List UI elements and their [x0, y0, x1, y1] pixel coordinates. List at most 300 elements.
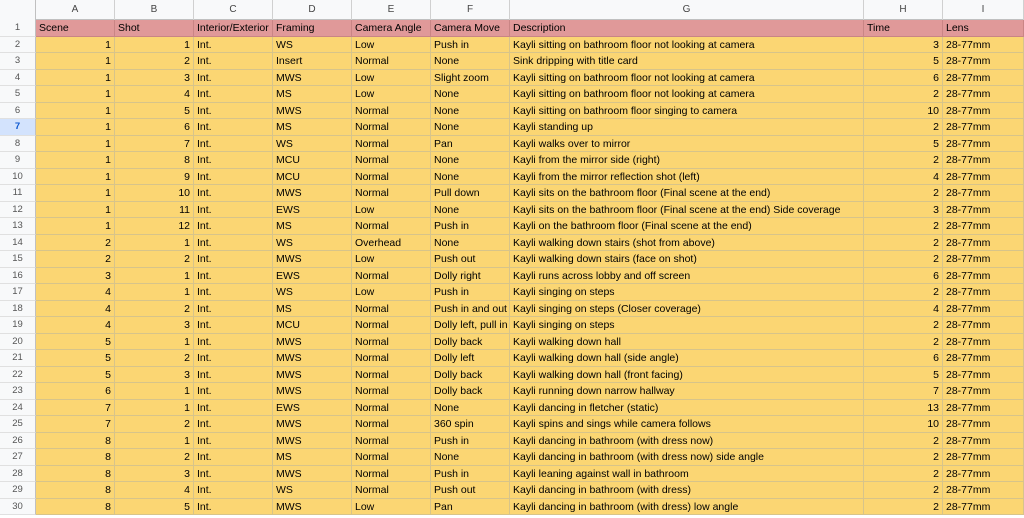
- row-number[interactable]: 29: [0, 482, 36, 499]
- cell-scene[interactable]: 8: [36, 466, 115, 483]
- row-number[interactable]: 2: [0, 37, 36, 54]
- cell-shot[interactable]: 2: [115, 416, 194, 433]
- cell-framing[interactable]: MCU: [273, 152, 352, 169]
- cell-description[interactable]: Kayli sitting on bathroom floor not looking at camera: [510, 86, 864, 103]
- cell-time[interactable]: 7: [864, 383, 943, 400]
- cell-camera-move[interactable]: Push out: [431, 482, 510, 499]
- cell-description[interactable]: Kayli sits on the bathroom floor (Final scene at the end) Side coverage: [510, 202, 864, 219]
- cell-int-ext[interactable]: Int.: [194, 482, 273, 499]
- cell-lens[interactable]: 28-77mm: [943, 301, 1024, 318]
- cell-shot[interactable]: 9: [115, 169, 194, 186]
- cell-time[interactable]: 4: [864, 169, 943, 186]
- header-cell-scene[interactable]: Scene: [36, 20, 115, 37]
- row-number[interactable]: 7: [0, 119, 36, 136]
- cell-scene[interactable]: 5: [36, 334, 115, 351]
- cell-framing[interactable]: MWS: [273, 499, 352, 516]
- cell-time[interactable]: 2: [864, 284, 943, 301]
- cell-camera-move[interactable]: Slight zoom: [431, 70, 510, 87]
- cell-shot[interactable]: 1: [115, 433, 194, 450]
- cell-description[interactable]: Kayli walks over to mirror: [510, 136, 864, 153]
- cell-lens[interactable]: 28-77mm: [943, 251, 1024, 268]
- cell-description[interactable]: Kayli singing on steps: [510, 284, 864, 301]
- row-number[interactable]: 12: [0, 202, 36, 219]
- cell-int-ext[interactable]: Int.: [194, 37, 273, 54]
- cell-time[interactable]: 6: [864, 268, 943, 285]
- cell-scene[interactable]: 5: [36, 367, 115, 384]
- cell-shot[interactable]: 3: [115, 70, 194, 87]
- cell-framing[interactable]: MS: [273, 301, 352, 318]
- column-header-d[interactable]: D: [273, 0, 352, 20]
- cell-camera-move[interactable]: 360 spin: [431, 416, 510, 433]
- cell-lens[interactable]: 28-77mm: [943, 202, 1024, 219]
- row-number[interactable]: 1: [0, 20, 36, 37]
- cell-shot[interactable]: 4: [115, 482, 194, 499]
- cell-framing[interactable]: MCU: [273, 317, 352, 334]
- cell-camera-angle[interactable]: Normal: [352, 169, 431, 186]
- row-number[interactable]: 22: [0, 367, 36, 384]
- cell-camera-move[interactable]: None: [431, 449, 510, 466]
- cell-shot[interactable]: 1: [115, 400, 194, 417]
- cell-description[interactable]: Kayli singing on steps: [510, 317, 864, 334]
- cell-shot[interactable]: 3: [115, 367, 194, 384]
- cell-lens[interactable]: 28-77mm: [943, 86, 1024, 103]
- cell-camera-angle[interactable]: Normal: [352, 416, 431, 433]
- cell-scene[interactable]: 8: [36, 433, 115, 450]
- cell-time[interactable]: 2: [864, 251, 943, 268]
- cell-camera-angle[interactable]: Normal: [352, 466, 431, 483]
- cell-description[interactable]: Kayli walking down stairs (shot from above): [510, 235, 864, 252]
- cell-camera-angle[interactable]: Normal: [352, 218, 431, 235]
- header-cell-camera-angle[interactable]: Camera Angle: [352, 20, 431, 37]
- row-number[interactable]: 27: [0, 449, 36, 466]
- row-number[interactable]: 5: [0, 86, 36, 103]
- cell-int-ext[interactable]: Int.: [194, 317, 273, 334]
- row-number[interactable]: 13: [0, 218, 36, 235]
- cell-time[interactable]: 2: [864, 334, 943, 351]
- cell-camera-angle[interactable]: Normal: [352, 433, 431, 450]
- cell-scene[interactable]: 1: [36, 70, 115, 87]
- cell-camera-move[interactable]: Push in and out: [431, 301, 510, 318]
- cell-shot[interactable]: 1: [115, 268, 194, 285]
- cell-framing[interactable]: MS: [273, 86, 352, 103]
- cell-lens[interactable]: 28-77mm: [943, 499, 1024, 516]
- cell-camera-angle[interactable]: Low: [352, 70, 431, 87]
- cell-camera-angle[interactable]: Normal: [352, 400, 431, 417]
- cell-description[interactable]: Kayli singing on steps (Closer coverage): [510, 301, 864, 318]
- cell-camera-angle[interactable]: Normal: [352, 317, 431, 334]
- cell-time[interactable]: 2: [864, 317, 943, 334]
- cell-framing[interactable]: WS: [273, 136, 352, 153]
- cell-description[interactable]: Kayli dancing in bathroom (with dress) low angle: [510, 499, 864, 516]
- cell-lens[interactable]: 28-77mm: [943, 70, 1024, 87]
- cell-camera-move[interactable]: None: [431, 119, 510, 136]
- cell-scene[interactable]: 7: [36, 400, 115, 417]
- cell-camera-move[interactable]: Dolly back: [431, 334, 510, 351]
- cell-lens[interactable]: 28-77mm: [943, 119, 1024, 136]
- cell-framing[interactable]: MCU: [273, 169, 352, 186]
- cell-int-ext[interactable]: Int.: [194, 416, 273, 433]
- cell-description[interactable]: Kayli standing up: [510, 119, 864, 136]
- cell-time[interactable]: 2: [864, 235, 943, 252]
- cell-camera-angle[interactable]: Normal: [352, 482, 431, 499]
- cell-lens[interactable]: 28-77mm: [943, 433, 1024, 450]
- cell-lens[interactable]: 28-77mm: [943, 383, 1024, 400]
- cell-description[interactable]: Kayli sitting on bathroom floor not looking at camera: [510, 37, 864, 54]
- cell-description[interactable]: Kayli sitting on bathroom floor singing to camera: [510, 103, 864, 120]
- cell-framing[interactable]: WS: [273, 37, 352, 54]
- cell-time[interactable]: 6: [864, 350, 943, 367]
- cell-camera-angle[interactable]: Normal: [352, 103, 431, 120]
- cell-shot[interactable]: 5: [115, 103, 194, 120]
- row-number[interactable]: 25: [0, 416, 36, 433]
- column-header-i[interactable]: I: [943, 0, 1024, 20]
- cell-camera-move[interactable]: Push in: [431, 37, 510, 54]
- cell-camera-move[interactable]: Push in: [431, 433, 510, 450]
- cell-scene[interactable]: 4: [36, 284, 115, 301]
- cell-camera-angle[interactable]: Low: [352, 251, 431, 268]
- cell-int-ext[interactable]: Int.: [194, 70, 273, 87]
- cell-lens[interactable]: 28-77mm: [943, 284, 1024, 301]
- cell-framing[interactable]: MWS: [273, 185, 352, 202]
- column-header-c[interactable]: C: [194, 0, 273, 20]
- cell-time[interactable]: 2: [864, 499, 943, 516]
- cell-int-ext[interactable]: Int.: [194, 367, 273, 384]
- cell-shot[interactable]: 2: [115, 350, 194, 367]
- row-number[interactable]: 4: [0, 70, 36, 87]
- cell-camera-angle[interactable]: Normal: [352, 334, 431, 351]
- cell-description[interactable]: Kayli leaning against wall in bathroom: [510, 466, 864, 483]
- cell-scene[interactable]: 6: [36, 383, 115, 400]
- row-number[interactable]: 17: [0, 284, 36, 301]
- cell-camera-move[interactable]: Dolly right: [431, 268, 510, 285]
- cell-scene[interactable]: 1: [36, 103, 115, 120]
- cell-time[interactable]: 2: [864, 449, 943, 466]
- cell-int-ext[interactable]: Int.: [194, 202, 273, 219]
- cell-camera-move[interactable]: Push in: [431, 218, 510, 235]
- cell-scene[interactable]: 1: [36, 152, 115, 169]
- cell-camera-angle[interactable]: Low: [352, 284, 431, 301]
- column-header-a[interactable]: A: [36, 0, 115, 20]
- cell-camera-move[interactable]: Push in: [431, 284, 510, 301]
- cell-int-ext[interactable]: Int.: [194, 383, 273, 400]
- cell-description[interactable]: Kayli walking down hall (side angle): [510, 350, 864, 367]
- cell-time[interactable]: 4: [864, 301, 943, 318]
- column-header-f[interactable]: F: [431, 0, 510, 20]
- cell-framing[interactable]: EWS: [273, 400, 352, 417]
- cell-shot[interactable]: 2: [115, 449, 194, 466]
- cell-time[interactable]: 2: [864, 119, 943, 136]
- cell-camera-move[interactable]: Dolly back: [431, 383, 510, 400]
- cell-lens[interactable]: 28-77mm: [943, 367, 1024, 384]
- cell-framing[interactable]: MS: [273, 218, 352, 235]
- row-number[interactable]: 21: [0, 350, 36, 367]
- cell-framing[interactable]: EWS: [273, 202, 352, 219]
- cell-description[interactable]: Kayli walking down hall: [510, 334, 864, 351]
- cell-shot[interactable]: 12: [115, 218, 194, 235]
- cell-framing[interactable]: Insert: [273, 53, 352, 70]
- cell-time[interactable]: 5: [864, 136, 943, 153]
- cell-scene[interactable]: 8: [36, 449, 115, 466]
- row-number[interactable]: 16: [0, 268, 36, 285]
- cell-camera-move[interactable]: None: [431, 400, 510, 417]
- cell-shot[interactable]: 5: [115, 499, 194, 516]
- cell-description[interactable]: Kayli running down narrow hallway: [510, 383, 864, 400]
- cell-camera-move[interactable]: Pan: [431, 499, 510, 516]
- cell-framing[interactable]: MWS: [273, 251, 352, 268]
- row-number[interactable]: 30: [0, 499, 36, 516]
- cell-int-ext[interactable]: Int.: [194, 86, 273, 103]
- row-number[interactable]: 15: [0, 251, 36, 268]
- row-number[interactable]: 6: [0, 103, 36, 120]
- cell-scene[interactable]: 3: [36, 268, 115, 285]
- cell-shot[interactable]: 2: [115, 53, 194, 70]
- cell-lens[interactable]: 28-77mm: [943, 482, 1024, 499]
- cell-time[interactable]: 2: [864, 218, 943, 235]
- cell-description[interactable]: Kayli sits on the bathroom floor (Final scene at the end): [510, 185, 864, 202]
- cell-description[interactable]: Kayli on the bathroom floor (Final scene at the end): [510, 218, 864, 235]
- select-all-corner[interactable]: [0, 0, 36, 20]
- cell-time[interactable]: 10: [864, 416, 943, 433]
- cell-framing[interactable]: EWS: [273, 268, 352, 285]
- row-number[interactable]: 26: [0, 433, 36, 450]
- cell-camera-angle[interactable]: Normal: [352, 383, 431, 400]
- cell-camera-move[interactable]: None: [431, 152, 510, 169]
- cell-time[interactable]: 6: [864, 70, 943, 87]
- cell-time[interactable]: 5: [864, 367, 943, 384]
- row-number[interactable]: 23: [0, 383, 36, 400]
- cell-lens[interactable]: 28-77mm: [943, 400, 1024, 417]
- cell-scene[interactable]: 2: [36, 235, 115, 252]
- cell-shot[interactable]: 3: [115, 317, 194, 334]
- cell-lens[interactable]: 28-77mm: [943, 466, 1024, 483]
- row-number[interactable]: 28: [0, 466, 36, 483]
- cell-int-ext[interactable]: Int.: [194, 284, 273, 301]
- cell-description[interactable]: Kayli walking down hall (front facing): [510, 367, 864, 384]
- cell-camera-angle[interactable]: Overhead: [352, 235, 431, 252]
- cell-framing[interactable]: WS: [273, 284, 352, 301]
- cell-camera-move[interactable]: None: [431, 103, 510, 120]
- cell-int-ext[interactable]: Int.: [194, 218, 273, 235]
- cell-description[interactable]: Kayli dancing in fletcher (static): [510, 400, 864, 417]
- cell-int-ext[interactable]: Int.: [194, 119, 273, 136]
- cell-framing[interactable]: MWS: [273, 383, 352, 400]
- cell-camera-angle[interactable]: Low: [352, 86, 431, 103]
- cell-description[interactable]: Kayli dancing in bathroom (with dress now): [510, 433, 864, 450]
- cell-framing[interactable]: MS: [273, 449, 352, 466]
- row-number[interactable]: 11: [0, 185, 36, 202]
- cell-framing[interactable]: MWS: [273, 334, 352, 351]
- cell-framing[interactable]: MWS: [273, 433, 352, 450]
- cell-lens[interactable]: 28-77mm: [943, 136, 1024, 153]
- cell-scene[interactable]: 8: [36, 499, 115, 516]
- cell-time[interactable]: 2: [864, 433, 943, 450]
- row-number[interactable]: 18: [0, 301, 36, 318]
- cell-scene[interactable]: 4: [36, 317, 115, 334]
- cell-shot[interactable]: 3: [115, 466, 194, 483]
- cell-lens[interactable]: 28-77mm: [943, 416, 1024, 433]
- cell-camera-angle[interactable]: Low: [352, 202, 431, 219]
- cell-camera-move[interactable]: Pan: [431, 136, 510, 153]
- column-header-h[interactable]: H: [864, 0, 943, 20]
- cell-lens[interactable]: 28-77mm: [943, 169, 1024, 186]
- cell-shot[interactable]: 2: [115, 251, 194, 268]
- cell-time[interactable]: 2: [864, 152, 943, 169]
- cell-int-ext[interactable]: Int.: [194, 103, 273, 120]
- cell-int-ext[interactable]: Int.: [194, 235, 273, 252]
- row-number[interactable]: 14: [0, 235, 36, 252]
- row-number[interactable]: 9: [0, 152, 36, 169]
- cell-int-ext[interactable]: Int.: [194, 53, 273, 70]
- cell-description[interactable]: Kayli sitting on bathroom floor not looking at camera: [510, 70, 864, 87]
- cell-shot[interactable]: 8: [115, 152, 194, 169]
- cell-description[interactable]: Kayli dancing in bathroom (with dress now) side angle: [510, 449, 864, 466]
- cell-framing[interactable]: MWS: [273, 70, 352, 87]
- cell-framing[interactable]: MWS: [273, 367, 352, 384]
- cell-int-ext[interactable]: Int.: [194, 334, 273, 351]
- cell-description[interactable]: Kayli walking down stairs (face on shot): [510, 251, 864, 268]
- cell-int-ext[interactable]: Int.: [194, 499, 273, 516]
- cell-camera-move[interactable]: Dolly back: [431, 367, 510, 384]
- cell-description[interactable]: Sink dripping with title card: [510, 53, 864, 70]
- cell-time[interactable]: 3: [864, 37, 943, 54]
- cell-int-ext[interactable]: Int.: [194, 251, 273, 268]
- cell-shot[interactable]: 1: [115, 235, 194, 252]
- cell-framing[interactable]: WS: [273, 482, 352, 499]
- cell-camera-angle[interactable]: Normal: [352, 119, 431, 136]
- cell-camera-move[interactable]: None: [431, 235, 510, 252]
- cell-int-ext[interactable]: Int.: [194, 466, 273, 483]
- cell-lens[interactable]: 28-77mm: [943, 103, 1024, 120]
- cell-scene[interactable]: 1: [36, 86, 115, 103]
- cell-time[interactable]: 10: [864, 103, 943, 120]
- cell-camera-move[interactable]: Push in: [431, 466, 510, 483]
- cell-scene[interactable]: 1: [36, 169, 115, 186]
- cell-framing[interactable]: MS: [273, 119, 352, 136]
- cell-camera-move[interactable]: None: [431, 86, 510, 103]
- cell-shot[interactable]: 11: [115, 202, 194, 219]
- cell-int-ext[interactable]: Int.: [194, 400, 273, 417]
- cell-scene[interactable]: 2: [36, 251, 115, 268]
- cell-shot[interactable]: 1: [115, 334, 194, 351]
- cell-scene[interactable]: 1: [36, 53, 115, 70]
- cell-description[interactable]: Kayli from the mirror side (right): [510, 152, 864, 169]
- cell-scene[interactable]: 4: [36, 301, 115, 318]
- row-number[interactable]: 19: [0, 317, 36, 334]
- cell-lens[interactable]: 28-77mm: [943, 317, 1024, 334]
- cell-int-ext[interactable]: Int.: [194, 350, 273, 367]
- row-number[interactable]: 24: [0, 400, 36, 417]
- cell-shot[interactable]: 10: [115, 185, 194, 202]
- cell-lens[interactable]: 28-77mm: [943, 334, 1024, 351]
- cell-lens[interactable]: 28-77mm: [943, 152, 1024, 169]
- cell-int-ext[interactable]: Int.: [194, 136, 273, 153]
- row-number[interactable]: 8: [0, 136, 36, 153]
- cell-lens[interactable]: 28-77mm: [943, 53, 1024, 70]
- cell-shot[interactable]: 1: [115, 284, 194, 301]
- cell-description[interactable]: Kayli from the mirror reflection shot (left): [510, 169, 864, 186]
- cell-lens[interactable]: 28-77mm: [943, 235, 1024, 252]
- cell-scene[interactable]: 1: [36, 119, 115, 136]
- cell-int-ext[interactable]: Int.: [194, 433, 273, 450]
- cell-scene[interactable]: 5: [36, 350, 115, 367]
- cell-lens[interactable]: 28-77mm: [943, 350, 1024, 367]
- cell-camera-move[interactable]: None: [431, 53, 510, 70]
- cell-int-ext[interactable]: Int.: [194, 449, 273, 466]
- cell-shot[interactable]: 6: [115, 119, 194, 136]
- cell-camera-angle[interactable]: Normal: [352, 367, 431, 384]
- column-header-b[interactable]: B: [115, 0, 194, 20]
- row-number[interactable]: 3: [0, 53, 36, 70]
- column-header-e[interactable]: E: [352, 0, 431, 20]
- cell-lens[interactable]: 28-77mm: [943, 268, 1024, 285]
- cell-description[interactable]: Kayli dancing in bathroom (with dress): [510, 482, 864, 499]
- cell-description[interactable]: Kayli spins and sings while camera follows: [510, 416, 864, 433]
- cell-scene[interactable]: 8: [36, 482, 115, 499]
- row-number[interactable]: 10: [0, 169, 36, 186]
- cell-camera-move[interactable]: Dolly left, pull in: [431, 317, 510, 334]
- cell-shot[interactable]: 2: [115, 301, 194, 318]
- cell-camera-angle[interactable]: Normal: [352, 185, 431, 202]
- cell-scene[interactable]: 1: [36, 136, 115, 153]
- cell-lens[interactable]: 28-77mm: [943, 185, 1024, 202]
- cell-time[interactable]: 3: [864, 202, 943, 219]
- column-header-g[interactable]: G: [510, 0, 864, 20]
- cell-shot[interactable]: 7: [115, 136, 194, 153]
- cell-time[interactable]: 2: [864, 482, 943, 499]
- cell-framing[interactable]: WS: [273, 235, 352, 252]
- row-number[interactable]: 20: [0, 334, 36, 351]
- cell-camera-angle[interactable]: Normal: [352, 152, 431, 169]
- cell-time[interactable]: 2: [864, 185, 943, 202]
- cell-camera-angle[interactable]: Normal: [352, 449, 431, 466]
- header-cell-framing[interactable]: Framing: [273, 20, 352, 37]
- cell-int-ext[interactable]: Int.: [194, 185, 273, 202]
- cell-camera-angle[interactable]: Low: [352, 37, 431, 54]
- cell-scene[interactable]: 7: [36, 416, 115, 433]
- cell-time[interactable]: 2: [864, 466, 943, 483]
- cell-camera-angle[interactable]: Normal: [352, 136, 431, 153]
- cell-camera-move[interactable]: None: [431, 169, 510, 186]
- cell-lens[interactable]: 28-77mm: [943, 449, 1024, 466]
- cell-scene[interactable]: 1: [36, 185, 115, 202]
- cell-camera-move[interactable]: Push out: [431, 251, 510, 268]
- header-cell-description[interactable]: Description: [510, 20, 864, 37]
- header-cell-lens[interactable]: Lens: [943, 20, 1024, 37]
- header-cell-camera-move[interactable]: Camera Move: [431, 20, 510, 37]
- cell-camera-angle[interactable]: Low: [352, 499, 431, 516]
- cell-camera-angle[interactable]: Normal: [352, 268, 431, 285]
- header-cell-shot[interactable]: Shot: [115, 20, 194, 37]
- cell-int-ext[interactable]: Int.: [194, 268, 273, 285]
- cell-int-ext[interactable]: Int.: [194, 169, 273, 186]
- cell-lens[interactable]: 28-77mm: [943, 37, 1024, 54]
- cell-camera-angle[interactable]: Normal: [352, 53, 431, 70]
- cell-camera-move[interactable]: Dolly left: [431, 350, 510, 367]
- header-cell-int-ext[interactable]: Interior/Exterior: [194, 20, 273, 37]
- cell-scene[interactable]: 1: [36, 202, 115, 219]
- cell-camera-angle[interactable]: Normal: [352, 350, 431, 367]
- cell-time[interactable]: 5: [864, 53, 943, 70]
- cell-shot[interactable]: 4: [115, 86, 194, 103]
- cell-framing[interactable]: MWS: [273, 416, 352, 433]
- cell-description[interactable]: Kayli runs across lobby and off screen: [510, 268, 864, 285]
- cell-time[interactable]: 13: [864, 400, 943, 417]
- cell-camera-move[interactable]: Pull down: [431, 185, 510, 202]
- cell-camera-move[interactable]: None: [431, 202, 510, 219]
- cell-shot[interactable]: 1: [115, 37, 194, 54]
- cell-int-ext[interactable]: Int.: [194, 301, 273, 318]
- cell-framing[interactable]: MWS: [273, 350, 352, 367]
